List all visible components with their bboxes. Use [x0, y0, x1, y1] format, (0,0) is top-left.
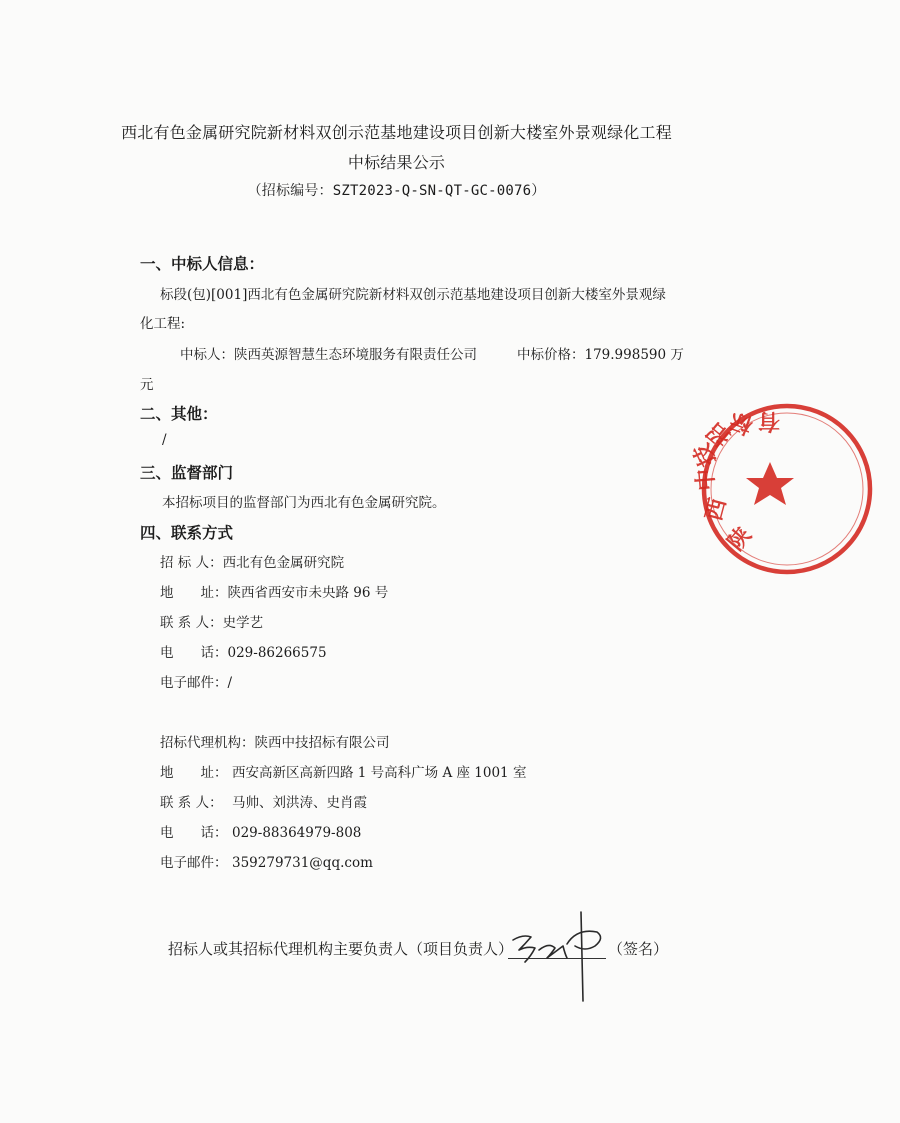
- agency-address-label: 地 址：: [160, 765, 228, 781]
- tenderer-phone-row: [160, 641, 327, 661]
- svg-text:有: 有: [757, 408, 780, 433]
- lot-line-2: 化工程:: [140, 316, 186, 332]
- lot-line-1: 标段(包)[001]西北有色金属研究院新材料双创示范基地建设项目创新大楼室外景观绿: [160, 287, 666, 303]
- title-line-2: 中标结果公示: [347, 153, 446, 172]
- tenderer-name: 西北有色金属研究院: [222, 555, 345, 571]
- title-line-1: 西北有色金属研究院新材料双创示范基地建设项目创新大楼室外景观绿化工程: [121, 123, 672, 142]
- svg-text:技: 技: [689, 439, 722, 471]
- tenderer-email-row: [160, 671, 232, 691]
- signature-suffix: （签名）: [608, 940, 669, 958]
- section-4-heading: 四、联系方式: [140, 524, 234, 542]
- svg-text:招: 招: [702, 417, 736, 451]
- agency-name-label: 招标代理机构：: [160, 735, 255, 751]
- tenderer-name-label: 招 标 人：: [160, 555, 223, 571]
- price-row: [517, 343, 684, 363]
- winner-row: [180, 343, 477, 363]
- tenderer-email: /: [227, 675, 233, 691]
- tenderer-email-label: 电子邮件：: [160, 675, 228, 691]
- winner-name: 陕西英源智慧生态环境服务有限责任公司: [234, 347, 477, 363]
- agency-contact-label: 联 系 人：: [160, 795, 223, 811]
- seal-icon: [689, 402, 900, 577]
- tenderer-address-row: [160, 581, 388, 601]
- svg-text:陕: 陕: [723, 522, 757, 556]
- tenderer-name-row: [160, 551, 344, 571]
- svg-text:标: 标: [726, 406, 757, 438]
- tenderer-contact: 史学艺: [222, 615, 264, 631]
- section-2-content: /: [162, 432, 167, 448]
- price-label: 中标价格：: [517, 347, 585, 363]
- agency-address: 西安高新区高新四路 1 号高科广场 A 座 1001 室: [232, 765, 527, 781]
- svg-text:西: 西: [701, 495, 732, 524]
- tenderer-phone: 029-86266575: [227, 645, 327, 661]
- tender-number: （招标编号：SZT2023-Q-SN-QT-GC-0076）: [247, 183, 546, 199]
- section-2-heading: 二、其他：: [140, 405, 218, 423]
- official-seal: [689, 402, 793, 577]
- agency-email-row: [160, 851, 373, 871]
- tenderer-contact-label: 联 系 人：: [160, 615, 223, 631]
- agency-address-row: [160, 761, 526, 781]
- tenderer-address: 陕西省西安市未央路 96 号: [227, 585, 389, 601]
- agency-phone-label: 电 话：: [160, 825, 228, 841]
- agency-phone: 029-88364979-808: [232, 825, 362, 841]
- section-3-content: 本招标项目的监督部门为西北有色金属研究院。: [162, 495, 446, 511]
- agency-contact: 马帅、刘洪涛、史肖霞: [232, 795, 367, 811]
- svg-text:中: 中: [693, 467, 720, 492]
- price-unit: 元: [140, 377, 154, 393]
- signature-label: 招标人或其招标代理机构主要负责人（项目负责人）: [168, 940, 514, 958]
- agency-contact-row: [160, 791, 367, 811]
- tenderer-phone-label: 电 话：: [160, 645, 228, 661]
- winner-label: 中标人：: [180, 347, 234, 363]
- section-1-heading: 一、中标人信息：: [140, 255, 265, 273]
- tenderer-contact-row: [160, 611, 263, 631]
- agency-email-label: 电子邮件：: [160, 855, 228, 871]
- price-value: 179.998590 万: [584, 347, 684, 363]
- handwritten-signature: [505, 906, 615, 1006]
- tenderer-address-label: 地 址：: [160, 585, 228, 601]
- agency-email: 359279731@qq.com: [232, 855, 373, 871]
- agency-name-row: [160, 731, 390, 751]
- agency-phone-row: [160, 821, 361, 841]
- agency-name: 陕西中技招标有限公司: [254, 735, 390, 751]
- section-3-heading: 三、监督部门: [140, 464, 234, 482]
